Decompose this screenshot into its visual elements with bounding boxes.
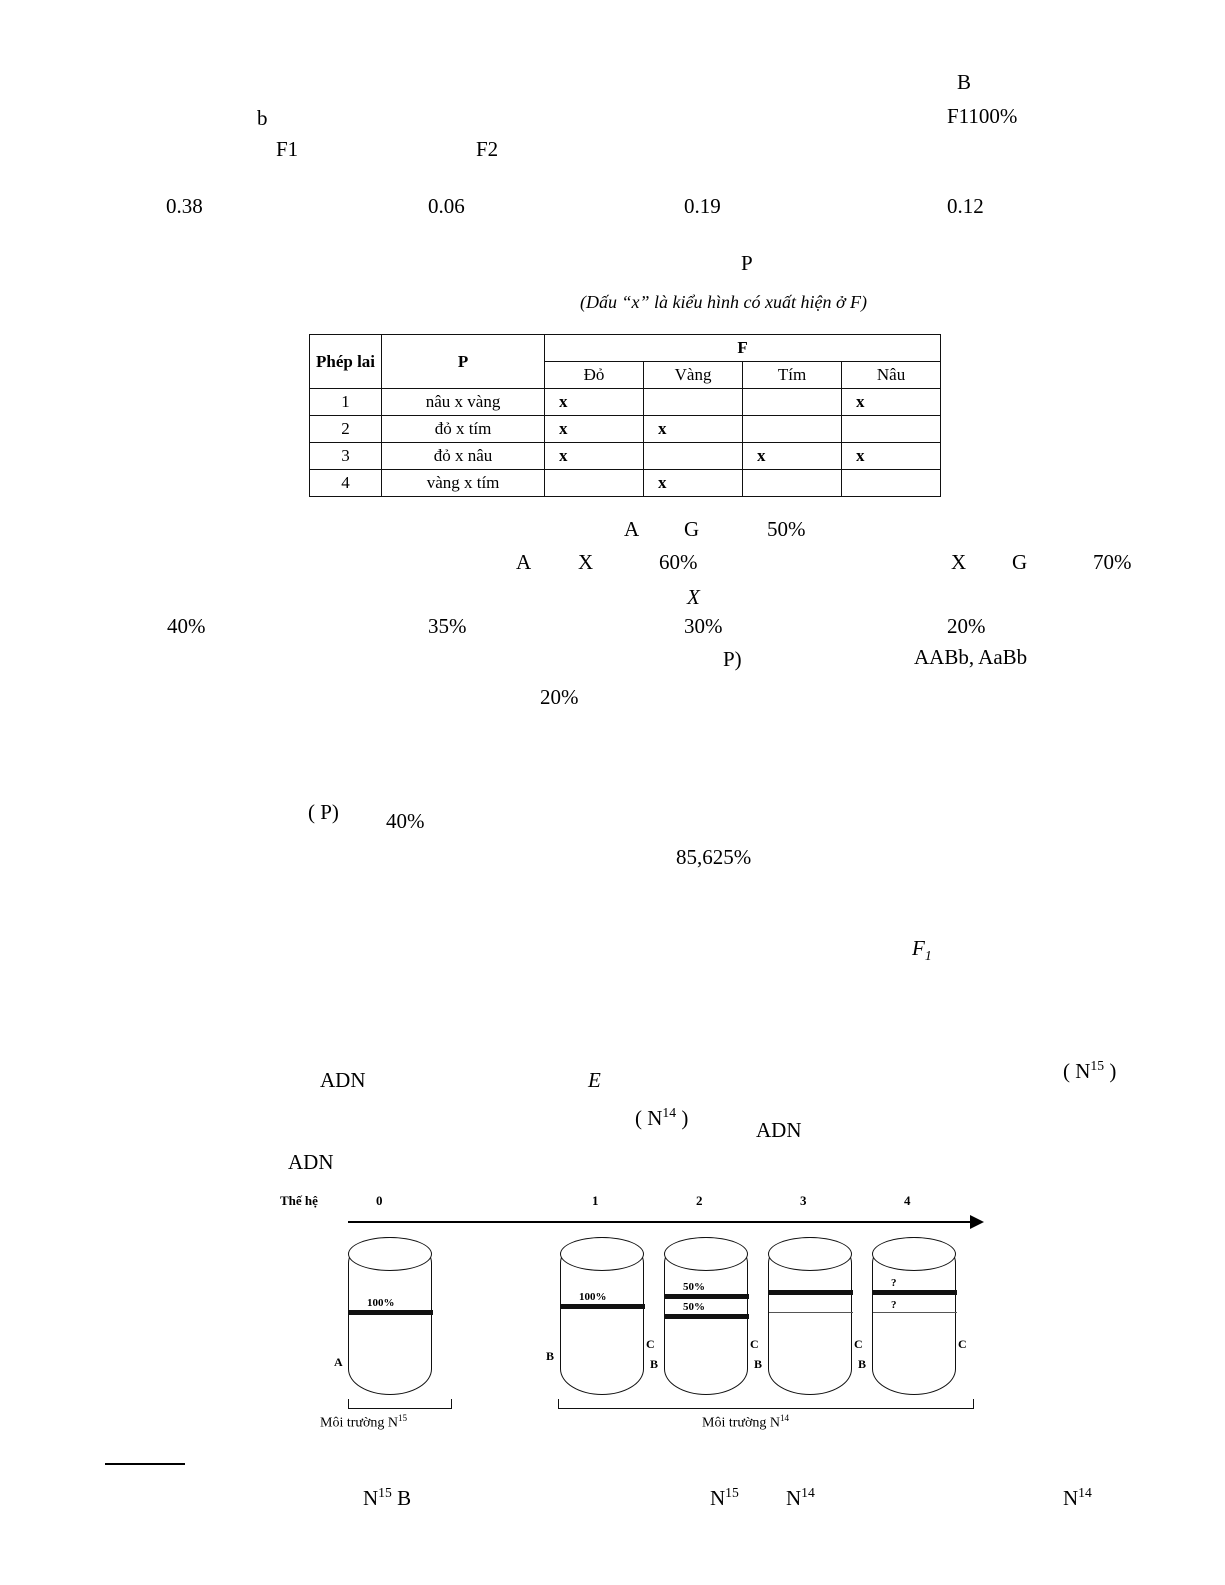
cell-f-mark <box>545 470 644 497</box>
dna-band <box>561 1304 645 1309</box>
generation-number: 1 <box>592 1193 599 1208</box>
footnote-n15: $N^{15}$ <box>710 1485 739 1510</box>
text-fragment: A <box>516 550 532 574</box>
cell-f-mark <box>842 470 941 497</box>
text-fragment: G <box>1012 550 1028 574</box>
n15-parenthetical: ( $N^{15}$ ) <box>1063 1058 1117 1083</box>
band-side-label: C <box>646 1337 655 1351</box>
table-header-f-do: Đỏ <box>545 362 644 389</box>
band-side-label: B <box>650 1357 659 1371</box>
brace-n14 <box>558 1399 974 1409</box>
cell-f-mark: x <box>545 416 644 443</box>
band-percentage: ? <box>891 1299 897 1311</box>
footnote-n15-b: $N^{15}$ B <box>363 1485 412 1510</box>
cell-parent-cross: đỏ x tím <box>382 416 545 443</box>
footnote-divider <box>105 1463 185 1465</box>
text-fragment: X <box>578 550 594 574</box>
table-header-phep-lai: Phép lai <box>310 335 382 389</box>
generation-axis-label: Thế hệ <box>280 1193 318 1208</box>
band-percentage: 100% <box>579 1291 607 1303</box>
env-n15-text: Môi trường N <box>320 1415 398 1431</box>
cell-f-mark: x <box>842 389 941 416</box>
n15-superscript: 15 <box>1090 1058 1105 1073</box>
text-fragment: B <box>957 70 972 94</box>
cell-f-mark: x <box>743 443 842 470</box>
env-n14-sup: 14 <box>780 1413 790 1423</box>
text-fragment: 60% <box>659 550 698 574</box>
text-fragment: G <box>684 517 700 541</box>
band-side-label: A <box>334 1355 343 1369</box>
text-fragment: F1100% <box>947 104 1018 128</box>
text-fragment: b <box>257 106 268 130</box>
text-fragment: 35% <box>428 614 467 638</box>
text-fragment: 0.12 <box>947 194 984 218</box>
f1-subscript: 1 <box>924 948 932 964</box>
band-side-label: B <box>546 1349 555 1363</box>
band-percentage: 50% <box>683 1281 705 1293</box>
footnote-n14-last: $N^{14}$ <box>1063 1485 1092 1510</box>
cell-phep-lai: 3 <box>310 443 382 470</box>
tube-gen0 <box>348 1237 432 1395</box>
text-fragment: X <box>687 585 700 609</box>
timeline-arrow <box>970 1215 984 1229</box>
band-percentage: ? <box>891 1277 897 1289</box>
f1-letter: F <box>912 936 925 960</box>
text-fragment: 40% <box>167 614 206 638</box>
env-n14-text: Môi trường N <box>702 1415 780 1431</box>
env-label-n15 <box>320 1413 407 1432</box>
text-fragment: 0.38 <box>166 194 203 218</box>
generation-number: 2 <box>696 1193 703 1208</box>
tube-cap <box>872 1237 956 1271</box>
text-fragment: F1 <box>276 137 299 161</box>
tube-cap <box>348 1237 432 1271</box>
table-row <box>310 470 941 497</box>
table-header-f: F <box>545 335 941 362</box>
band-side-label: B <box>858 1357 867 1371</box>
text-fragment: 40% <box>386 809 425 833</box>
dna-band <box>873 1290 957 1295</box>
cell-f-mark <box>743 389 842 416</box>
text-fragment: ( P) <box>308 800 339 824</box>
text-fragment: ADN <box>756 1118 802 1142</box>
dna-band <box>873 1312 957 1313</box>
dna-band <box>769 1290 853 1295</box>
text-fragment: P <box>741 251 753 275</box>
dna-band <box>665 1294 749 1299</box>
table-header-f-tim: Tím <box>743 362 842 389</box>
text-fragment: A <box>624 517 640 541</box>
band-percentage: 50% <box>683 1301 705 1313</box>
text-fragment: X <box>951 550 967 574</box>
cell-f-mark <box>743 416 842 443</box>
f1-label <box>912 936 932 964</box>
text-fragment: F2 <box>476 137 499 161</box>
env-label-n14 <box>702 1413 789 1432</box>
text-fragment: 70% <box>1093 550 1132 574</box>
cell-parent-cross: đỏ x nâu <box>382 443 545 470</box>
tube-gen1 <box>560 1237 644 1395</box>
env-n15-sup: 15 <box>398 1413 408 1423</box>
text-fragment: E <box>588 1068 601 1092</box>
footnote-n15-sup: 15 <box>378 1485 392 1500</box>
cell-f-mark: x <box>545 443 644 470</box>
band-side-label: B <box>754 1357 763 1371</box>
tube-cap <box>560 1237 644 1271</box>
footnote-n14: $N^{14}$ <box>786 1485 815 1510</box>
tube-gen4 <box>872 1237 956 1395</box>
text-fragment: 0.19 <box>684 194 721 218</box>
band-side-label: C <box>854 1337 863 1351</box>
cell-phep-lai: 1 <box>310 389 382 416</box>
text-fragment: 50% <box>767 517 806 541</box>
cell-f-mark <box>842 416 941 443</box>
cell-f-mark <box>644 389 743 416</box>
text-fragment: ADN <box>320 1068 366 1092</box>
cell-f-mark <box>743 470 842 497</box>
cell-phep-lai: 4 <box>310 470 382 497</box>
generation-number: 4 <box>904 1193 911 1208</box>
text-fragment: P) <box>723 647 742 671</box>
cell-f-mark <box>644 443 743 470</box>
cell-f-mark: x <box>644 470 743 497</box>
footnote-n15-rest: B <box>391 1486 412 1510</box>
timeline-axis <box>348 1221 973 1223</box>
cell-f-mark: x <box>644 416 743 443</box>
cell-f-mark: x <box>842 443 941 470</box>
generation-number: 0 <box>376 1193 383 1208</box>
n14-superscript: 14 <box>662 1105 677 1120</box>
tube-gen3 <box>768 1237 852 1395</box>
tube-cap <box>768 1237 852 1271</box>
band-side-label: C <box>958 1337 967 1351</box>
generation-number: 3 <box>800 1193 807 1208</box>
cell-f-mark: x <box>545 389 644 416</box>
text-fragment: 85,625% <box>676 845 752 869</box>
text-fragment: ADN <box>288 1150 334 1174</box>
text-fragment: 0.06 <box>428 194 465 218</box>
tube-gen2 <box>664 1237 748 1395</box>
tube-cap <box>664 1237 748 1271</box>
footnote-n15b-sup: 15 <box>725 1485 739 1500</box>
dna-replication-diagram <box>280 1185 990 1440</box>
n14-parenthetical: ( $N^{14}$ ) <box>635 1105 689 1130</box>
band-side-label: C <box>750 1337 759 1351</box>
band-percentage: 100% <box>367 1297 395 1309</box>
dna-band <box>665 1314 749 1319</box>
text-fragment: 30% <box>684 614 723 638</box>
table-header-f-vang: Vàng <box>644 362 743 389</box>
table-caption: (Dấu “x” là kiểu hình có xuất hiện ở F) <box>580 292 868 312</box>
dna-band <box>349 1310 433 1315</box>
table-header-f-nau: Nâu <box>842 362 941 389</box>
footnote-n14-sup: 14 <box>801 1485 815 1500</box>
table-row <box>310 416 941 443</box>
cell-parent-cross: nâu x vàng <box>382 389 545 416</box>
cell-parent-cross: vàng x tím <box>382 470 545 497</box>
cross-table <box>309 334 941 497</box>
cell-phep-lai: 2 <box>310 416 382 443</box>
table-header-p: P <box>382 335 545 389</box>
text-fragment: AABb, AaBb <box>914 645 1028 669</box>
table-row <box>310 389 941 416</box>
footnote-n14-last-sup: 14 <box>1078 1485 1092 1500</box>
text-fragment: 20% <box>540 685 579 709</box>
table-row <box>310 443 941 470</box>
brace-n15 <box>348 1399 452 1409</box>
dna-band <box>769 1312 853 1313</box>
text-fragment: 20% <box>947 614 986 638</box>
